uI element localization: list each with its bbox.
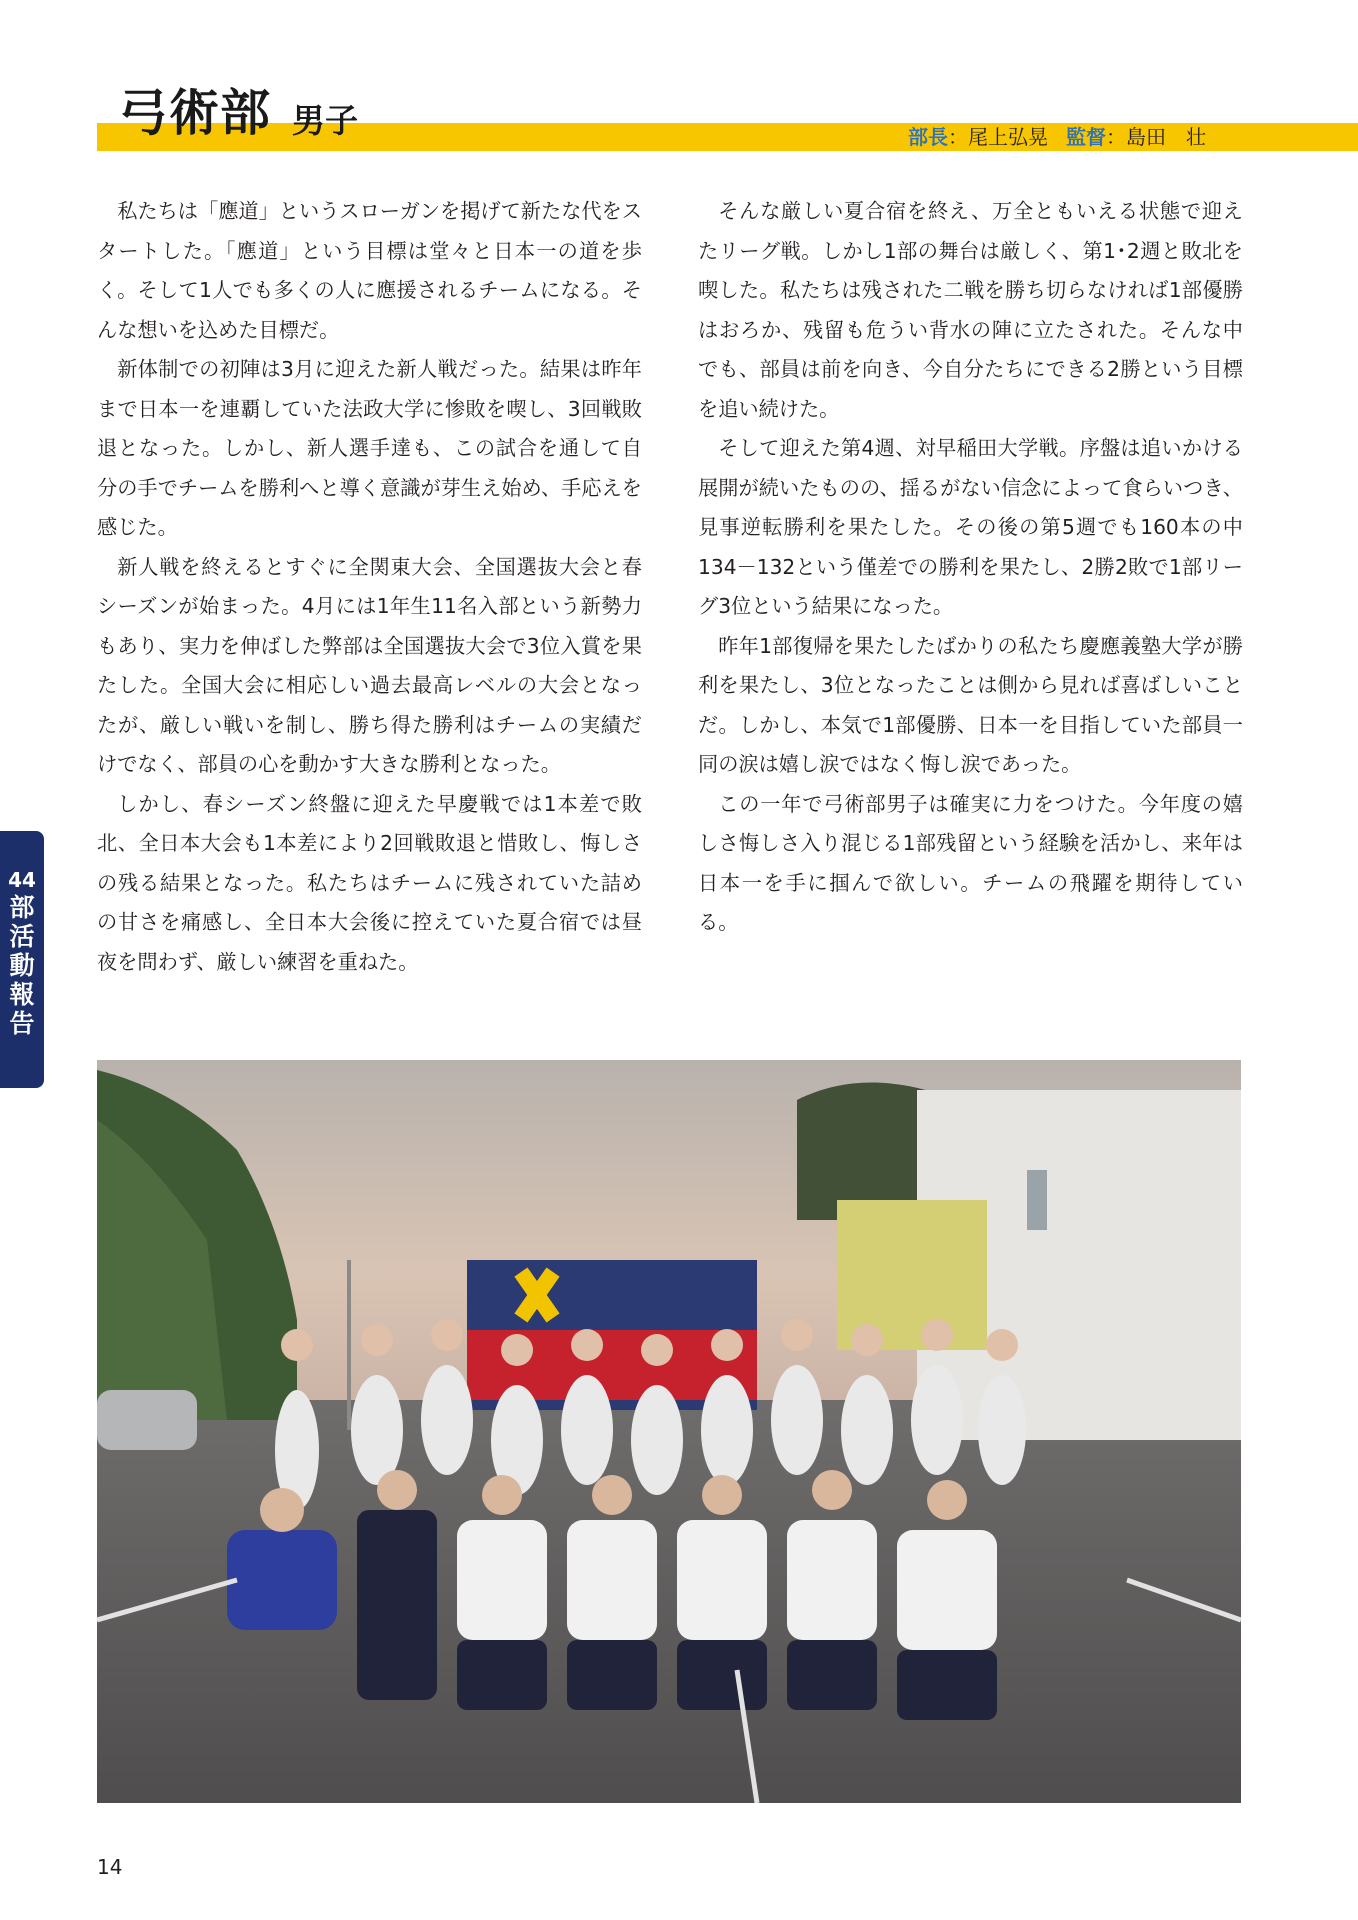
page-title: 弓術部 xyxy=(118,84,271,142)
article-paragraph: この一年で弓術部男子は確実に力をつけた。今年度の嬉しさ悔しさ入り混じる1部残留という経験を活かし、来年は日本一を手に掴んで欲しい。チームの飛躍を期待している。 xyxy=(698,791,1243,934)
article-paragraph: 私たちは「應道」というスローガンを掲げて新たな代をスタートした。「應道」という目標は堂々と日本一の道を歩く。そして1人でも多くの人に應援されるチームになる。そんな想いを込めた目標だ。 xyxy=(97,199,642,342)
team-photo xyxy=(97,1060,1241,1803)
coach-role-label: 監督 xyxy=(1066,125,1106,149)
section-label: 部活動報告 xyxy=(9,893,35,1038)
page-subtitle: 男子 xyxy=(292,101,358,140)
page-number: 14 xyxy=(97,1855,123,1879)
team-photo-illustration xyxy=(97,1060,1241,1803)
article-paragraph: そして迎えた第4週、対早稲田大学戦。序盤は追いかける展開が続いたものの、揺るがない信念によって食らいつき、見事逆転勝利を果たした。その後の第5週でも160本の中134－132という僅差での勝利を果たし、2勝2敗で1部リーグ3位という結果になった。 xyxy=(698,436,1243,618)
article-paragraph: 新体制での初陣は3月に迎えた新人戦だった。結果は昨年まで日本一を連覇していた法政大学に惨敗を喫し、3回戦敗退となった。しかし、新人選手達も、この試合を通して自分の手でチームを勝利へと導く意識が芽生え始め、手応えを感じた。 xyxy=(97,357,642,539)
article-right-column xyxy=(698,192,1243,943)
article-paragraph: 新人戦を終えるとすぐに全関東大会、全国選抜大会と春シーズンが始まった。4月には1年生11名入部という新勢力もあり、実力を伸ばした弊部は全国選抜大会で3位入賞を果たした。全国大会に相応しい過去最高レベルの大会となったが、厳しい戦いを制し、勝ち得た勝利はチームの実績だけでなく、部員の心を動かす大きな勝利となった。 xyxy=(97,554,642,776)
coach-name: ：島田 壮 xyxy=(1106,125,1206,149)
officers-line xyxy=(908,126,1206,148)
captain-name: ：尾上弘晃 xyxy=(948,125,1048,149)
article-left-column xyxy=(97,192,642,982)
article-paragraph: しかし、春シーズン終盤に迎えた早慶戦では1本差で敗北、全日本大会も1本差により2回戦敗退と惜敗し、悔しさの残る結果となった。私たちはチームに残されていた詰めの甘さを痛感し、全日本大会後に控えていた夏合宿では昼夜を問わず、厳しい練習を重ねた。 xyxy=(97,791,642,974)
section-side-tab xyxy=(0,831,44,1088)
article-paragraph: そんな厳しい夏合宿を終え、万全ともいえる状態で迎えたリーグ戦。しかし1部の舞台は厳しく、第1･2週と敗北を喫した。私たちは残された二戦を勝ち切らなければ1部優勝はおろか、残留も危うい背水の陣に立たされた。そんな中でも、部員は前を向き、今自分たちにできる2勝という目標を追い続けた。 xyxy=(698,199,1243,421)
captain-role-label: 部長 xyxy=(908,125,948,149)
section-number: 44 xyxy=(8,868,36,892)
car xyxy=(97,1390,197,1450)
article-paragraph: 昨年1部復帰を果たしたばかりの私たち慶應義塾大学が勝利を果たし、3位となったことは側から見れば喜ばしいことだ。しかし、本気で1部優勝、日本一を目指していた部員一同の涙は嬉し涙ではなく悔し涙であった。 xyxy=(698,633,1243,776)
